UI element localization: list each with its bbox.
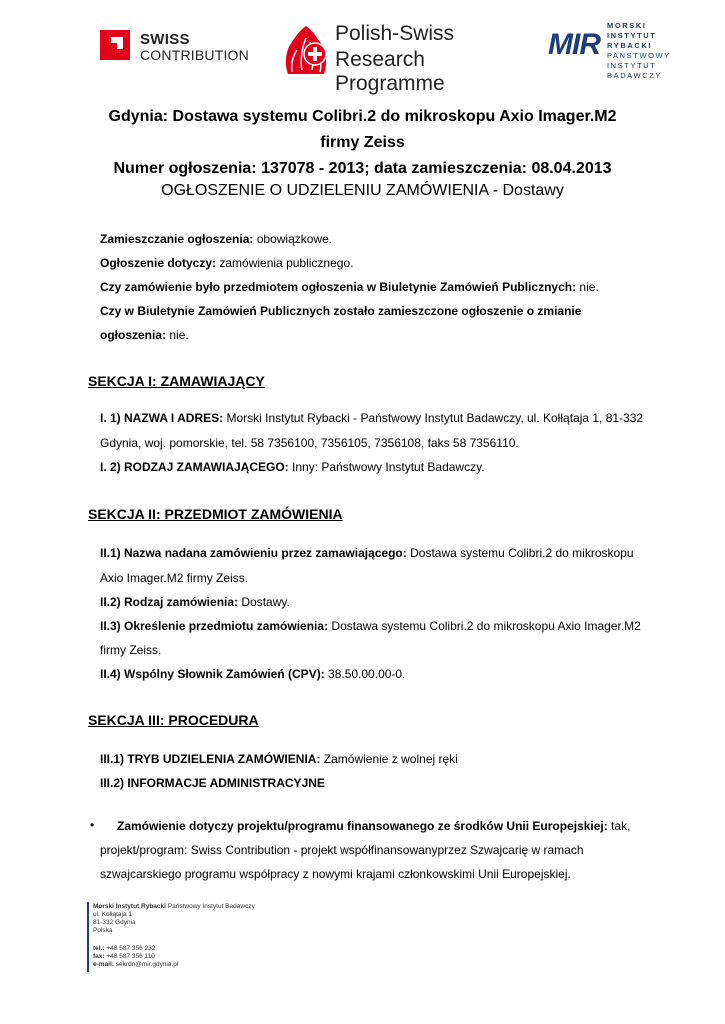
page-title-line2: firmy Zeiss (320, 134, 405, 151)
section-2-item-4: II.4) Wspólny Słownik Zamówień (CPV): 38.50.00.00-0. (100, 667, 406, 681)
mir-logo-line4: PAŃSTWOWY (607, 51, 671, 60)
section-3-heading: SEKCJA III: PROCEDURA (88, 712, 259, 728)
section-1-item-1: I. 1) NAZWA I ADRES: Morski Instytut Rybacki - Państwowy Instytut Badawczy, ul. Kołłątaja 1, 81-332 (100, 411, 644, 425)
psrp-logo-line2: Research Programme (335, 48, 445, 95)
intro-line: Ogłoszenie dotyczy: zamówienia publicznego. (100, 256, 354, 270)
section-2-item-1: II.1) Nazwa nadana zamówieniu przez zamawiającego: Dostawa systemu Colibri.2 do mikroskopu (100, 546, 634, 560)
footer-divider (87, 902, 89, 972)
eu-funding-cont-1: projekt/program: Swiss Contribution - projekt współfinansowanyprzez Szwajcarię w ramach (100, 843, 584, 857)
mir-logo-line5: INSTYTUT (607, 61, 657, 70)
page-subtitle: OGŁOSZENIE O UDZIELENIU ZAMÓWIENIA - Dostawy (161, 182, 564, 199)
mir-logo-line1: MORSKI (607, 21, 647, 30)
section-2-item-2: II.2) Rodzaj zamówienia: Dostawy. (100, 595, 290, 609)
footer-institute: Morski Instytut Rybacki Państwowy Instytut Badawczy (93, 903, 255, 910)
swiss-cross-tree-icon (282, 22, 332, 78)
swiss-logo-line1: SWISS (140, 31, 190, 48)
section-2-item-1-cont: Axio Imager.M2 firmy Zeiss. (100, 571, 249, 585)
intro-line: ogłoszenia: nie. (100, 328, 189, 342)
footer-tel: tel.: +48 587 356 232 (93, 945, 156, 952)
bullet-icon: • (90, 818, 95, 832)
mir-logo-line2: INSTYTUT (607, 31, 657, 40)
page-title-line1: Gdynia: Dostawa systemu Colibri.2 do mikroskopu Axio Imager.M2 (108, 108, 617, 125)
intro-line: Czy zamówienie było przedmiotem ogłoszenia w Biuletynie Zamówień Publicznych: nie. (100, 280, 599, 294)
mir-logo (548, 18, 671, 82)
footer-city: 81-332 Gdynia (93, 919, 136, 926)
footer-country: Polska (93, 927, 113, 934)
swiss-logo-line2: CONTRIBUTION (140, 47, 249, 63)
swiss-flag-icon (100, 30, 130, 60)
intro-line: Zamieszczanie ogłoszenia: obowiązkowe. (100, 232, 333, 246)
footer-street: ul. Kołłątaja 1 (93, 911, 133, 918)
section-1-item-2: I. 2) RODZAJ ZAMAWIAJĄCEGO: Inny: Państwowy Instytut Badawczy. (100, 460, 485, 474)
psrp-logo-line1: Polish-Swiss (335, 22, 455, 45)
section-3-item-2: III.2) INFORMACJE ADMINISTRACYJNE (100, 776, 325, 790)
eu-funding-line: Zamówienie dotyczy projektu/programu finansowanego ze środków Unii Europejskiej: tak, (117, 819, 631, 833)
section-2-heading: SEKCJA II: PRZEDMIOT ZAMÓWIENIA (88, 506, 343, 522)
footer-fax: fax: +48 587 356 110 (93, 953, 155, 960)
mir-logo-line6: BADAWCZY (607, 71, 663, 80)
eu-funding-cont-2: szwajcarskiego programu współpracy z nowymi krajami członkowskimi Unii Europejskiej. (100, 867, 571, 881)
polish-swiss-research-logo (282, 22, 522, 95)
section-3-item-1: III.1) TRYB UDZIELENIA ZAMÓWIENIA: Zamówienie z wolnej ręki (100, 752, 458, 766)
mir-logo-line3: RYBACKI (607, 41, 653, 50)
section-2-item-3: II.3) Określenie przedmiotu zamówienia: Dostawa systemu Colibri.2 do mikroskopu Axio Imager.M2 (100, 619, 641, 633)
section-1-heading: SEKCJA I: ZAMAWIAJĄCY (88, 373, 265, 389)
footer-email[interactable]: e-mail: sekrdn@mir.gdynia.pl (93, 961, 179, 968)
intro-line: Czy w Biuletynie Zamówień Publicznych zostało zamieszczone ogłoszenie o zmianie (100, 304, 582, 318)
section-1-item-1-cont: Gdynia, woj. pomorskie, tel. 58 7356100, 7356105, 7356108, faks 58 7356110. (100, 436, 519, 450)
mir-logo-text (607, 21, 671, 81)
mir-logo-word: MIR (548, 28, 600, 61)
swiss-contribution-logo (100, 30, 260, 70)
announcement-number: Numer ogłoszenia: 137078 - 2013; data zamieszczenia: 08.04.2013 (113, 160, 612, 177)
section-2-item-3-cont: firmy Zeiss. (100, 643, 162, 657)
